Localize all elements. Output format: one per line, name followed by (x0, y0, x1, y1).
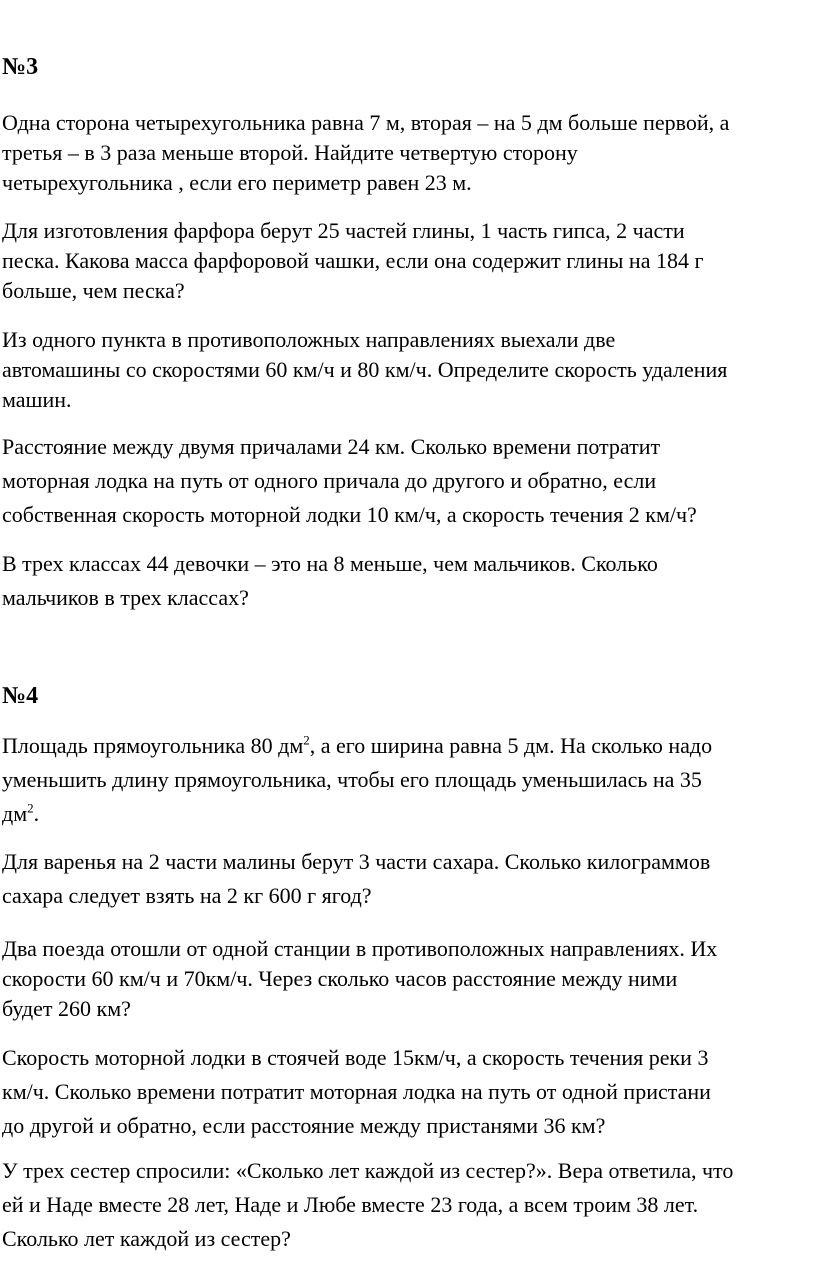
problem-line: Скорость моторной лодки в стоячей воде 15км/ч, а скорость течения реки 3 (2, 1045, 709, 1070)
problem-text: . (33, 801, 40, 826)
problem-4-1 (2, 729, 814, 831)
problem-3-1 (2, 108, 814, 198)
problem-line: Для варенья на 2 части малины берут 3 части сахара. Сколько килограммов (2, 849, 711, 874)
problem-4-5 (2, 1154, 814, 1256)
problem-text: Площадь прямоугольника 80 дм (2, 733, 304, 758)
problem-line: моторная лодка на путь от одного причала до другого и обратно, если (2, 468, 657, 493)
problem-line: больше, чем песка? (2, 278, 185, 303)
problem-line: мальчиков в трех классах? (2, 585, 249, 610)
problem-line: уменьшить длину прямоугольника, чтобы его площадь уменьшилась на 35 (2, 767, 702, 792)
problem-line: скорости 60 км/ч и 70км/ч. Через сколько часов расстояние между ними (2, 966, 678, 991)
problem-line: Сколько лет каждой из сестер? (2, 1226, 291, 1251)
superscript: 2 (303, 732, 310, 748)
problem-line: песка. Какова масса фарфоровой чашки, если она содержит глины на 184 г (2, 248, 704, 273)
problem-line: км/ч. Сколько времени потратит моторная лодка на путь от одной пристани (2, 1079, 711, 1104)
section-heading-3: №3 (2, 54, 39, 80)
problem-line: В трех классах 44 девочки – это на 8 меньше, чем мальчиков. Сколько (2, 551, 658, 576)
problem-3-4 (2, 430, 814, 532)
problem-line: ей и Наде вместе 28 лет, Наде и Любе вместе 23 года, а всем троим 38 лет. (2, 1192, 699, 1217)
problem-line: собственная скорость моторной лодки 10 км/ч, а скорость течения 2 км/ч? (2, 502, 697, 527)
problem-line: третья – в 3 раза меньше второй. Найдите четвертую сторону (2, 140, 578, 165)
problem-line: Для изготовления фарфора берут 25 частей глины, 1 часть гипса, 2 части (2, 218, 685, 243)
problem-line (2, 729, 814, 763)
problem-line (2, 797, 814, 831)
problem-4-3 (2, 934, 814, 1024)
problem-line: Из одного пункта в противоположных направлениях выехали две (2, 327, 616, 352)
problem-text: дм (2, 801, 28, 826)
problem-3-2 (2, 216, 814, 306)
problem-line: четырехугольника , если его периметр равен 23 м. (2, 170, 472, 195)
problem-line: автомашины со скоростями 60 км/ч и 80 км/ч. Определите скорость удаления (2, 357, 728, 382)
problem-line: до другой и обратно, если расстояние между пристанями 36 км? (2, 1113, 606, 1138)
problem-line: Расстояние между двумя причалами 24 км. Сколько времени потратит (2, 434, 661, 459)
problem-4-2 (2, 845, 814, 913)
problem-line: У трех сестер спросили: «Сколько лет каждой из сестер?». Вера ответила, что (2, 1158, 734, 1183)
problem-line: машин. (2, 387, 72, 412)
problem-text: , а его ширина равна 5 дм. На сколько надо (309, 733, 713, 758)
section-heading-4: №4 (2, 683, 39, 709)
problem-4-4 (2, 1041, 814, 1143)
problem-3-5 (2, 547, 814, 615)
problem-line: будет 260 км? (2, 996, 131, 1021)
problem-line: Одна сторона четырехугольника равна 7 м, вторая – на 5 дм больше первой, а (2, 110, 730, 135)
problem-3-3 (2, 325, 814, 415)
problem-line: Два поезда отошли от одной станции в противоположных направлениях. Их (2, 936, 718, 961)
superscript: 2 (27, 800, 34, 816)
problem-line: сахара следует взять на 2 кг 600 г ягод? (2, 883, 372, 908)
